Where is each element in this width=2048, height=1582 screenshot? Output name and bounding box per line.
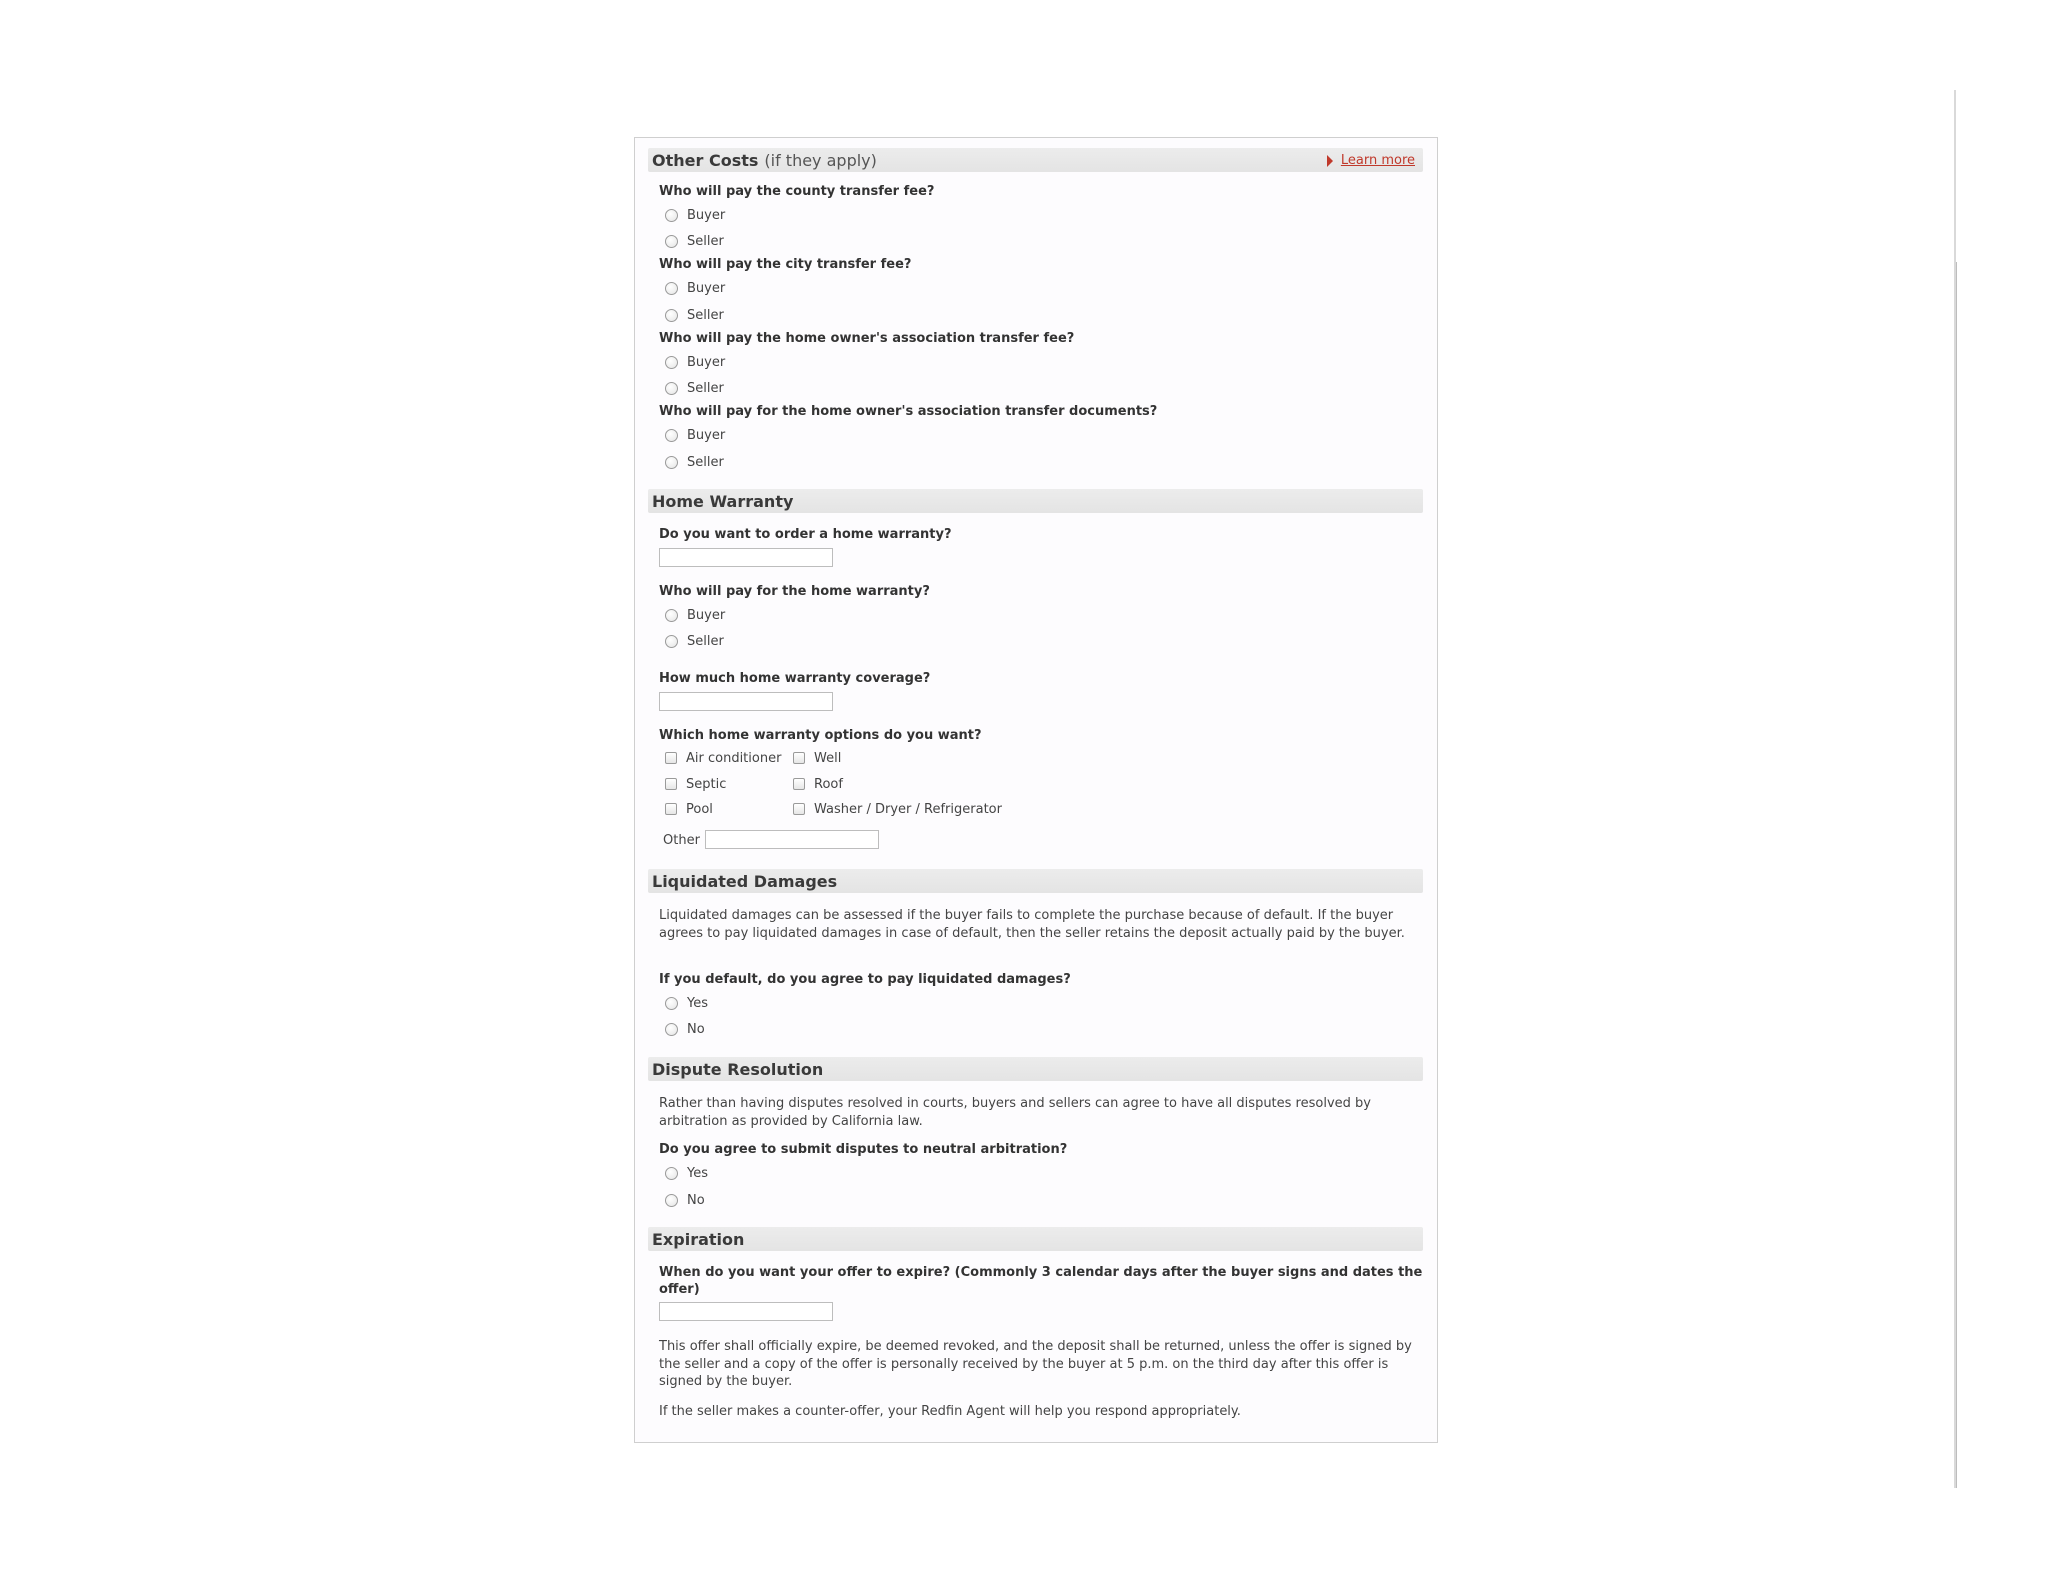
radio-icon[interactable]: [665, 609, 678, 622]
radio-icon[interactable]: [665, 235, 678, 248]
radio-icon[interactable]: [665, 1023, 678, 1036]
section-header-dispute-resolution: [648, 1057, 1423, 1081]
page-edge-shadow: [1956, 262, 1957, 1488]
arrow-right-icon: [1327, 155, 1333, 167]
checkbox-roof[interactable]: Roof: [793, 775, 843, 793]
section-header-liquidated-damages: [648, 869, 1423, 893]
question-city-transfer-fee: Who will pay the city transfer fee?: [659, 257, 912, 272]
radio-icon[interactable]: [665, 382, 678, 395]
radio-icon[interactable]: [665, 456, 678, 469]
checkbox-icon[interactable]: [793, 752, 805, 764]
checkbox-icon[interactable]: [793, 803, 805, 815]
offer-form-panel: [634, 137, 1438, 1443]
expiration-description: This offer shall officially expire, be deemed revoked, and the deposit shall be returned, unless the offer is signed by the seller and a copy of the offer is personally received by the buyer at 5 p.m. on the third day after this offer is signed by the buyer.: [659, 1339, 1412, 1389]
radio-hoa-docs-buyer[interactable]: Buyer: [665, 426, 725, 444]
checkbox-icon[interactable]: [793, 778, 805, 790]
counter-offer-note: If the seller makes a counter-offer, your Redfin Agent will help you respond appropriately.: [659, 1404, 1241, 1419]
radio-county-seller[interactable]: Seller: [665, 232, 724, 250]
checkbox-septic[interactable]: Septic: [665, 775, 726, 793]
checkbox-air-conditioner[interactable]: Air conditioner: [665, 749, 781, 767]
offer-expiration-input[interactable]: [659, 1302, 833, 1321]
question-hoa-transfer-fee: Who will pay the home owner's association transfer fee?: [659, 331, 1075, 346]
checkbox-icon[interactable]: [665, 803, 677, 815]
radio-arbitration-yes[interactable]: Yes: [665, 1164, 708, 1182]
question-warranty-coverage: How much home warranty coverage?: [659, 671, 931, 686]
checkbox-icon[interactable]: [665, 752, 677, 764]
checkbox-pool[interactable]: Pool: [665, 800, 713, 818]
section-header-home-warranty: [648, 489, 1423, 513]
order-warranty-input[interactable]: [659, 548, 833, 567]
question-offer-expiration: When do you want your offer to expire? (Commonly 3 calendar days after the buyer signs and dates the offer): [659, 1265, 1423, 1297]
radio-warranty-buyer[interactable]: Buyer: [665, 606, 725, 624]
radio-city-buyer[interactable]: Buyer: [665, 279, 725, 297]
radio-arbitration-no[interactable]: No: [665, 1191, 705, 1209]
question-arbitration: Do you agree to submit disputes to neutral arbitration?: [659, 1142, 1068, 1157]
question-pay-home-warranty: Who will pay for the home warranty?: [659, 584, 930, 599]
radio-liquidated-yes[interactable]: Yes: [665, 994, 708, 1012]
learn-more-link[interactable]: Learn more: [1341, 153, 1415, 168]
section-title: Liquidated Damages: [652, 872, 838, 891]
radio-icon[interactable]: [665, 309, 678, 322]
radio-hoa-docs-seller[interactable]: Seller: [665, 453, 724, 471]
section-header-other-costs: [648, 148, 1423, 172]
radio-hoa-fee-buyer[interactable]: Buyer: [665, 353, 725, 371]
section-title: Other Costs (if they apply): [652, 151, 877, 170]
radio-liquidated-no[interactable]: No: [665, 1020, 705, 1038]
section-title: Home Warranty: [652, 492, 794, 511]
question-liquidated-damages: If you default, do you agree to pay liquidated damages?: [659, 972, 1071, 987]
radio-icon[interactable]: [665, 282, 678, 295]
radio-icon[interactable]: [665, 997, 678, 1010]
radio-hoa-fee-seller[interactable]: Seller: [665, 379, 724, 397]
checkbox-washer-dryer-refrigerator[interactable]: Washer / Dryer / Refrigerator: [793, 800, 1002, 818]
radio-icon[interactable]: [665, 1167, 678, 1180]
other-option-input[interactable]: [705, 830, 879, 849]
radio-icon[interactable]: [665, 356, 678, 369]
radio-city-seller[interactable]: Seller: [665, 306, 724, 324]
warranty-coverage-input[interactable]: [659, 692, 833, 711]
radio-icon[interactable]: [665, 429, 678, 442]
dispute-resolution-description: Rather than having disputes resolved in courts, buyers and sellers can agree to have all disputes resolved by arbitration as provided by California law.: [659, 1096, 1371, 1129]
section-title: Dispute Resolution: [652, 1060, 824, 1079]
radio-icon[interactable]: [665, 635, 678, 648]
liquidated-damages-description: Liquidated damages can be assessed if the buyer fails to complete the purchase because of default. If the buyer agrees to pay liquidated damages in case of default, then the seller retains the deposit actually paid by the buyer.: [659, 908, 1405, 941]
radio-county-buyer[interactable]: Buyer: [665, 206, 725, 224]
radio-icon[interactable]: [665, 1194, 678, 1207]
question-warranty-options: Which home warranty options do you want?: [659, 728, 982, 743]
other-option-label: Other: [663, 833, 700, 848]
radio-icon[interactable]: [665, 209, 678, 222]
checkbox-icon[interactable]: [665, 778, 677, 790]
checkbox-well[interactable]: Well: [793, 749, 841, 767]
question-county-transfer-fee: Who will pay the county transfer fee?: [659, 184, 935, 199]
section-header-expiration: [648, 1227, 1423, 1251]
radio-warranty-seller[interactable]: Seller: [665, 632, 724, 650]
section-title: Expiration: [652, 1230, 745, 1249]
question-hoa-transfer-documents: Who will pay for the home owner's association transfer documents?: [659, 404, 1158, 419]
question-order-home-warranty: Do you want to order a home warranty?: [659, 527, 952, 542]
